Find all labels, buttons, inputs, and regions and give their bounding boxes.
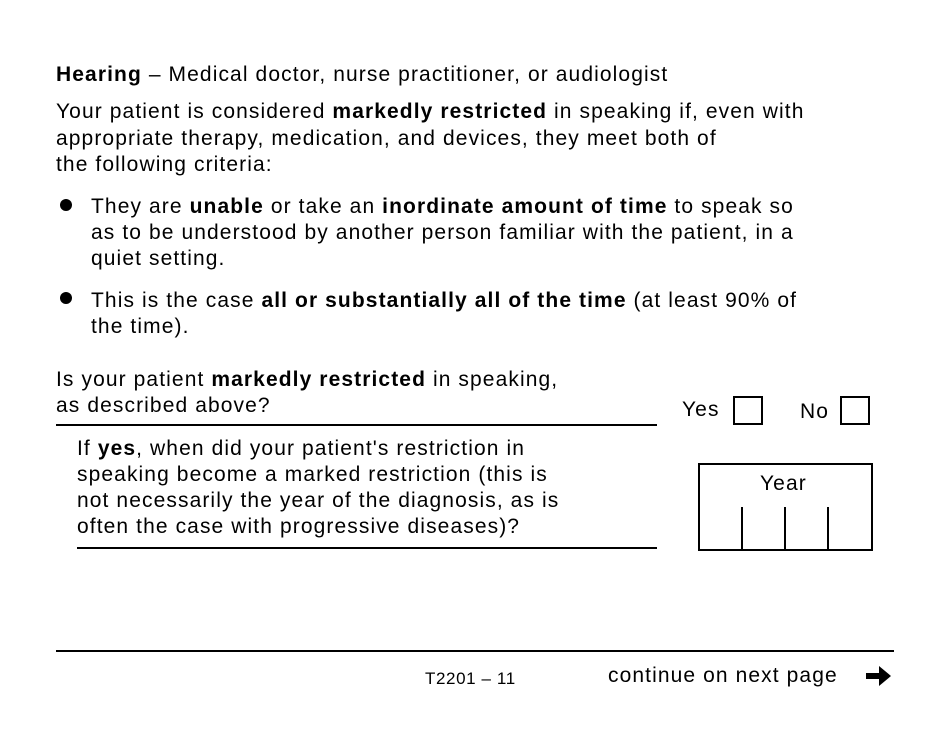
followup-emphasis: yes [97,437,137,460]
intro-text: Your patient is considered [56,100,333,123]
criterion-emphasis: all or substantially all of the time [261,289,627,312]
followup-line-3: not necessarily the year of the diagnosis, as is [77,489,560,512]
yes-checkbox[interactable] [733,396,763,425]
no-label: No [800,400,830,423]
form-number: T2201 – 11 [425,669,516,688]
section-heading-bold: Hearing [56,63,142,86]
criterion-1-line-2: as to be understood by another person familiar with the patient, in a [91,221,794,244]
year-digit-divider [784,507,786,550]
intro-text: in speaking if, even with [547,100,805,123]
criterion-text: This is the case [91,289,262,312]
intro-line-1 [56,100,805,124]
criterion-emphasis: unable [189,195,264,218]
question-line-2: as described above? [56,394,271,417]
section-heading [56,63,668,87]
followup-line-4: often the case with progressive diseases)? [77,515,521,538]
criterion-emphasis: inordinate amount of time [382,195,668,218]
year-input-baseline [698,549,873,551]
question-text: in speaking, [426,368,559,391]
bullet-icon [60,292,72,304]
question-line-1 [56,368,558,392]
followup-underline [77,547,657,549]
year-digit-divider [741,507,743,550]
criterion-1-line-3: quiet setting. [91,247,226,270]
followup-line-2: speaking become a marked restriction (this is [77,463,548,486]
followup-text: If [77,437,98,460]
intro-line-2: appropriate therapy, medication, and devices, they meet both of [56,127,717,150]
criterion-text: (at least 90% of [626,289,798,312]
year-label: Year [760,472,807,495]
section-heading-rest: – Medical doctor, nurse practitioner, or audiologist [141,63,669,86]
no-checkbox[interactable] [840,396,870,425]
criterion-2-line-2: the time). [91,315,190,338]
criterion-1-line-1 [91,195,794,219]
question-text: Is your patient [56,368,212,391]
intro-line-3: the following criteria: [56,153,273,176]
year-digit-divider [827,507,829,550]
footer-rule [56,650,894,652]
criterion-text: They are [91,195,190,218]
followup-line-1 [77,437,525,461]
criterion-text: or take an [263,195,383,218]
bullet-icon [60,199,72,211]
continue-text: continue on next page [608,664,838,687]
right-arrow-icon [864,664,892,694]
yes-label: Yes [682,398,720,421]
followup-text: , when did your patient's restriction in [136,437,526,460]
question-underline [56,424,657,426]
criterion-text: to speak so [667,195,794,218]
criterion-2-line-1 [91,289,797,313]
intro-emphasis: markedly restricted [332,100,548,123]
question-emphasis: markedly restricted [211,368,427,391]
